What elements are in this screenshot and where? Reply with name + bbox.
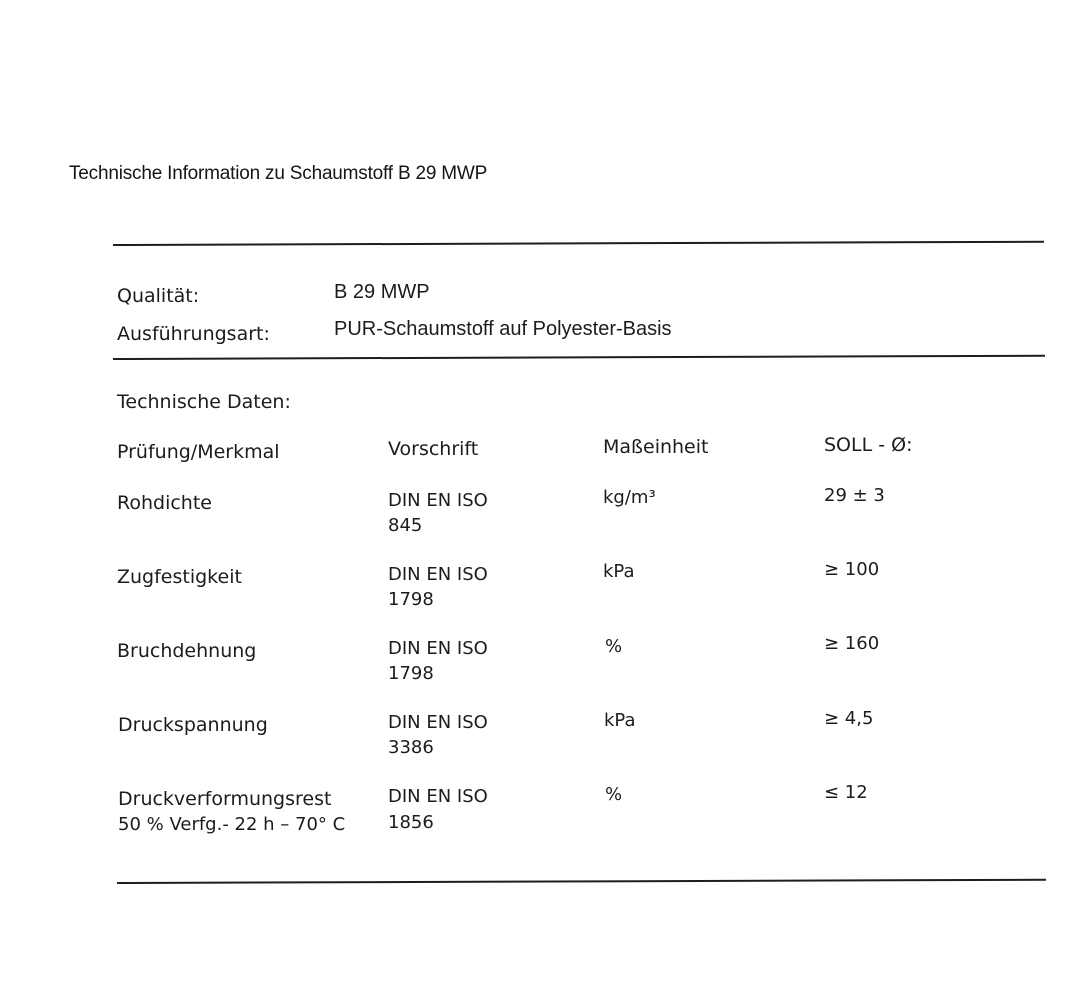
header-unit: Maßeinheit	[603, 436, 709, 458]
row-standard-line2: 1798	[388, 663, 434, 684]
row-test-condition: 50 % Verfg.- 22 h – 70° C	[118, 814, 346, 835]
row-standard-line1: DIN EN ISO	[388, 564, 488, 585]
header-target: SOLL - Ø:	[824, 434, 913, 456]
row-standard-line2: 3386	[388, 737, 434, 758]
middle-divider	[113, 355, 1045, 360]
bottom-divider	[117, 879, 1046, 884]
quality-value: B 29 MWP	[334, 281, 430, 303]
header-standard: Vorschrift	[388, 438, 479, 460]
row-standard-line2: 845	[388, 515, 423, 536]
quality-label: Qualität:	[117, 285, 200, 307]
row-standard-line1: DIN EN ISO	[388, 490, 488, 511]
header-test: Prüfung/Merkmal	[117, 441, 280, 463]
row-target: 29 ± 3	[824, 485, 885, 506]
row-target: ≥ 160	[824, 633, 880, 654]
row-test: Druckspannung	[118, 714, 268, 736]
top-divider	[113, 241, 1044, 246]
row-standard-line2: 1856	[388, 812, 434, 833]
row-unit: kPa	[604, 710, 636, 731]
row-test: Zugfestigkeit	[117, 566, 242, 588]
row-unit: %	[605, 784, 623, 805]
row-unit: %	[605, 636, 623, 657]
row-standard-line1: DIN EN ISO	[388, 638, 488, 659]
row-unit: kPa	[603, 561, 635, 582]
row-test: Druckverformungsrest	[118, 788, 332, 810]
row-target: ≤ 12	[824, 782, 868, 803]
row-test: Rohdichte	[117, 492, 212, 514]
type-value: PUR-Schaumstoff auf Polyester-Basis	[334, 318, 672, 340]
row-standard-line2: 1798	[388, 589, 434, 610]
row-target: ≥ 4,5	[824, 708, 874, 729]
row-unit: kg/m³	[603, 487, 656, 508]
row-standard-line1: DIN EN ISO	[388, 712, 488, 733]
row-test: Bruchdehnung	[117, 640, 257, 662]
section-label: Technische Daten:	[117, 391, 291, 413]
type-label: Ausführungsart:	[117, 323, 270, 345]
document-title: Technische Information zu Schaumstoff B 29 MWP	[69, 163, 488, 184]
row-standard-line1: DIN EN ISO	[388, 786, 488, 807]
row-target: ≥ 100	[824, 559, 880, 580]
